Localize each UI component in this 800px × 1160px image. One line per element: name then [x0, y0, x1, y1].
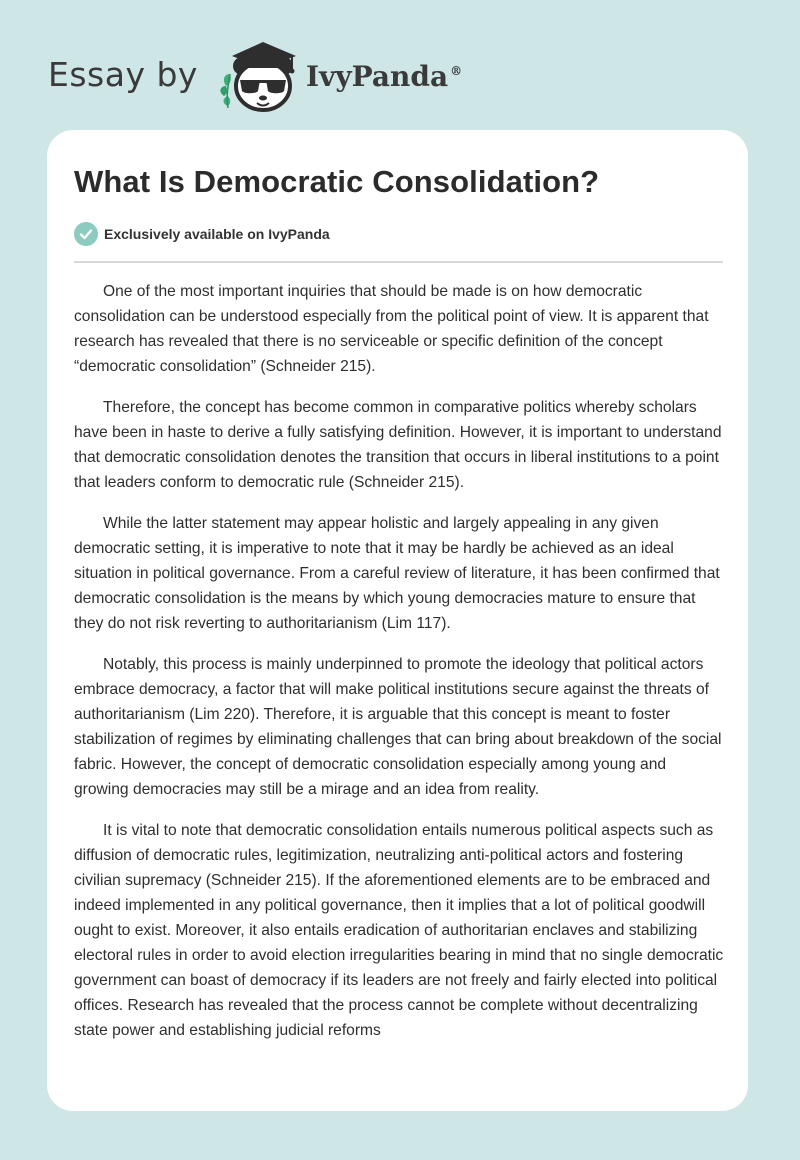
- essay-card: [47, 130, 748, 1111]
- essay-by-label: Essay by: [48, 54, 198, 94]
- exclusive-badge: [74, 222, 330, 246]
- paragraph: While the latter statement may appear holistic and largely appealing in any given democratic setting, it is imperative to note that it may be hardly be achieved as an ideal situation in political governance. From a careful review of literature, it has been confirmed that democratic consolidation is the means by which young democracies mature to ensure that they do not risk reverting to authoritarianism (Lim 117).: [74, 515, 720, 632]
- paragraph: Therefore, the concept has become common in comparative politics whereby scholars have been in haste to derive a fully satisfying definition. However, it is important to understand that democratic consolidation denotes the transition that occurs in liberal institutions to a point that leaders conform to democratic rule (Schneider 215).: [74, 399, 722, 491]
- paragraph: Notably, this process is mainly underpinned to promote the ideology that political actors embrace democracy, a factor that will make political institutions secure against the threats of authoritarianism (Lim 220). Therefore, it is arguable that this concept is meant to foster stabilization of regimes by eliminating challenges that can bring about breakdown of the social fabric. However, the concept of democratic consolidation especially among young and growing democracies may still be a mirage and an idea from reality.: [74, 656, 722, 798]
- paragraph: It is vital to note that democratic consolidation entails numerous political aspects such as diffusion of democratic rules, legitimization, neutralizing anti-political actors and fostering civilian supremacy (Schneider 215). If the aforementioned elements are to be embraced and indeed implemented in any political governance, then it implies that a lot of political goodwill ought to exist. Moreover, it also entails eradication of authoritarian enclaves and stabilizing electoral rules in order to avoid election irregularities bearing in mind that no single democratic government can boast of democracy if its leaders are not freely and fairly elected into political offices. Research has revealed that the process cannot be complete without decentralizing state power and establishing judicial reforms: [74, 822, 724, 1039]
- ivypanda-logo-icon: [212, 36, 304, 112]
- paragraph: One of the most important inquiries that should be made is on how democratic consolidation can be understood especially from the political point of view. It is apparent that research has revealed that there is no serviceable or specific definition of the concept “democratic consolidation” (Schneider 215).: [74, 283, 709, 375]
- brand-header: [48, 36, 462, 112]
- check-circle-icon: [74, 222, 98, 246]
- essay-body: [74, 279, 724, 1059]
- exclusive-badge-label: Exclusively available on IvyPanda: [104, 226, 330, 242]
- page-title: What Is Democratic Consolidation?: [74, 164, 600, 199]
- brand-name: [306, 60, 462, 93]
- brand-name-text: IvyPanda: [305, 59, 449, 93]
- divider: [74, 261, 723, 263]
- registered-mark: ®: [450, 64, 463, 79]
